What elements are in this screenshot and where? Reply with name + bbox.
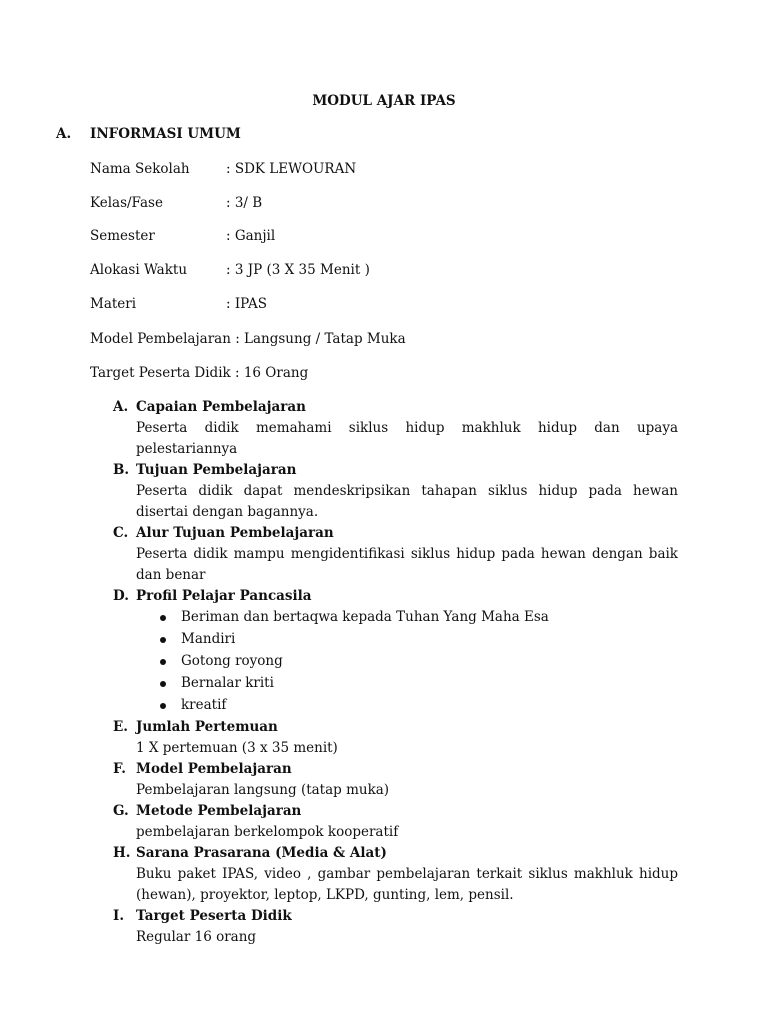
- info-label: Alokasi Waktu: [90, 262, 188, 278]
- sub-section-letter: C.: [113, 525, 129, 541]
- section-letter: A.: [56, 126, 72, 142]
- sub-section-profil-pelajar: [113, 586, 678, 717]
- sub-section-model-pembelajaran: [113, 759, 678, 801]
- sub-section-body: Pembelajaran langsung (tatap muka): [136, 782, 390, 798]
- sub-section-title: Tujuan Pembelajaran: [136, 462, 297, 478]
- sub-section-letter: A.: [113, 399, 129, 415]
- sub-section-body: Regular 16 orang: [136, 929, 257, 945]
- info-label: Kelas/Fase: [90, 195, 163, 211]
- sub-section-body: Peserta didik memahami siklus hidup makhluk hidup dan upaya pelestariannya: [136, 420, 678, 457]
- bullet-item: [136, 607, 678, 629]
- section-heading: [56, 126, 241, 142]
- sub-section-alur-tujuan: [113, 523, 678, 586]
- sub-section-title: Alur Tujuan Pembelajaran: [136, 525, 334, 541]
- info-label: Target Peserta Didik: [90, 365, 231, 381]
- bullet-list: [136, 607, 678, 717]
- info-value: : Langsung / Tatap Muka: [235, 331, 406, 347]
- info-value: : IPAS: [226, 296, 268, 312]
- sub-section-title: Capaian Pembelajaran: [136, 399, 306, 415]
- sub-section-capaian: [113, 397, 678, 460]
- sub-section-body: Peserta didik mampu mengidentifikasi siklus hidup pada hewan dengan baik dan benar: [136, 546, 678, 583]
- bullet-item: [136, 651, 678, 673]
- info-row-alokasi-waktu: [90, 262, 370, 278]
- bullet-dot-icon: [160, 681, 166, 687]
- info-row-semester: [90, 228, 275, 244]
- bullet-item: [136, 673, 678, 695]
- sub-section-title: Target Peserta Didik: [136, 908, 292, 924]
- bullet-text: Mandiri: [181, 631, 236, 647]
- info-label: Model Pembelajaran: [90, 331, 231, 347]
- document-title: MODUL AJAR IPAS: [312, 93, 456, 109]
- sub-section-body: Peserta didik dapat mendeskripsikan tahapan siklus hidup pada hewan disertai dengan bagannya.: [136, 483, 678, 520]
- sub-section-list: [113, 397, 678, 948]
- sub-section-title: Profil Pelajar Pancasila: [136, 588, 312, 604]
- info-row-materi: [90, 296, 267, 312]
- bullet-item: [136, 629, 678, 651]
- sub-section-letter: G.: [113, 803, 129, 819]
- info-value: : Ganjil: [226, 228, 276, 244]
- bullet-dot-icon: [160, 637, 166, 643]
- info-value: : 16 Orang: [235, 365, 309, 381]
- info-row-model-pembelajaran: [90, 331, 406, 347]
- bullet-item: [136, 695, 678, 717]
- sub-section-title: Metode Pembelajaran: [136, 803, 302, 819]
- sub-section-target-peserta: [113, 906, 678, 948]
- sub-section-body: pembelajaran berkelompok kooperatif: [136, 824, 399, 840]
- bullet-text: Bernalar kriti: [181, 675, 274, 691]
- bullet-text: Beriman dan bertaqwa kepada Tuhan Yang Maha Esa: [181, 609, 549, 625]
- bullet-dot-icon: [160, 615, 166, 621]
- sub-section-letter: I.: [113, 908, 125, 924]
- sub-section-title: Sarana Prasarana (Media & Alat): [136, 845, 387, 861]
- info-value: : 3/ B: [226, 195, 263, 211]
- sub-section-letter: H.: [113, 845, 131, 861]
- sub-section-body: 1 X pertemuan (3 x 35 menit): [136, 740, 338, 756]
- sub-section-tujuan: [113, 460, 678, 523]
- section-title: INFORMASI UMUM: [90, 126, 241, 142]
- sub-section-letter: E.: [113, 719, 128, 735]
- sub-section-jumlah-pertemuan: [113, 717, 678, 759]
- sub-section-metode-pembelajaran: [113, 801, 678, 843]
- bullet-dot-icon: [160, 703, 166, 709]
- info-row-target-peserta-didik: [90, 365, 308, 381]
- sub-section-letter: D.: [113, 588, 129, 604]
- info-label: Materi: [90, 296, 137, 312]
- bullet-text: Gotong royong: [181, 653, 283, 669]
- info-value: : 3 JP (3 X 35 Menit ): [226, 262, 370, 278]
- bullet-text: kreatif: [181, 697, 227, 713]
- sub-section-body: Buku paket IPAS, video , gambar pembelajaran terkait siklus makhluk hidup (hewan), proyektor, leptop, LKPD, gunting, lem, pensil.: [136, 866, 678, 903]
- sub-section-title: Model Pembelajaran: [136, 761, 292, 777]
- info-label: Semester: [90, 228, 155, 244]
- sub-section-letter: F.: [113, 761, 126, 777]
- sub-section-title: Jumlah Pertemuan: [136, 719, 278, 735]
- sub-section-sarana-prasarana: [113, 843, 678, 906]
- info-row-nama-sekolah: [90, 161, 356, 177]
- info-label: Nama Sekolah: [90, 161, 190, 177]
- sub-section-letter: B.: [113, 462, 130, 478]
- info-row-kelas-fase: [90, 195, 262, 211]
- bullet-dot-icon: [160, 659, 166, 665]
- info-value: : SDK LEWOURAN: [226, 161, 357, 177]
